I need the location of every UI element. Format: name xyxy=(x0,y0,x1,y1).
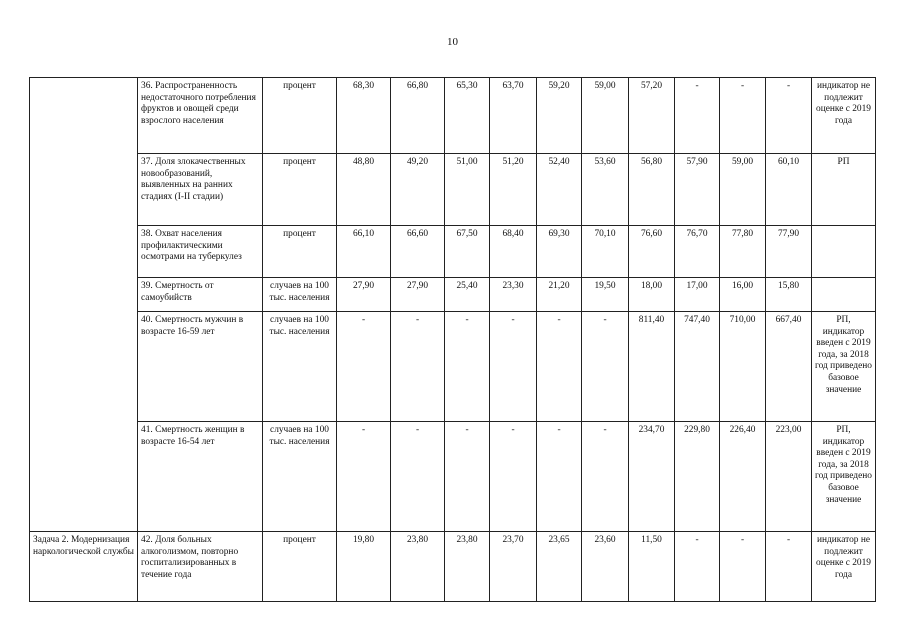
value-cell: - xyxy=(720,78,766,154)
value-cell: 710,00 xyxy=(720,312,766,422)
value-cell: 21,20 xyxy=(537,278,582,312)
note-cell xyxy=(812,278,876,312)
indicator-name-cell: 36. Распространенность недостаточного потребления фруктов и овощей среди взрослого населения xyxy=(138,78,263,154)
value-cell: 18,00 xyxy=(629,278,675,312)
indicators-table xyxy=(29,77,876,602)
table-row xyxy=(30,154,876,226)
value-cell: - xyxy=(766,78,812,154)
value-cell: 57,90 xyxy=(675,154,720,226)
value-cell: - xyxy=(582,312,629,422)
value-cell: - xyxy=(720,532,766,602)
value-cell: 68,40 xyxy=(490,226,537,278)
value-cell: 65,30 xyxy=(445,78,490,154)
value-cell: 226,40 xyxy=(720,422,766,532)
value-cell: 48,80 xyxy=(337,154,391,226)
value-cell: 51,00 xyxy=(445,154,490,226)
indicator-name-cell: 37. Доля злокачественных новообразований, выявленных на ранних стадиях (I-II стадии) xyxy=(138,154,263,226)
table-row xyxy=(30,312,876,422)
value-cell: - xyxy=(445,422,490,532)
value-cell: 16,00 xyxy=(720,278,766,312)
value-cell: - xyxy=(337,312,391,422)
table-row xyxy=(30,422,876,532)
value-cell: - xyxy=(766,532,812,602)
value-cell: 667,40 xyxy=(766,312,812,422)
value-cell: 59,20 xyxy=(537,78,582,154)
value-cell: 68,30 xyxy=(337,78,391,154)
note-cell: индикатор не подлежит оценке с 2019 года xyxy=(812,78,876,154)
value-cell: 53,60 xyxy=(582,154,629,226)
value-cell: 23,30 xyxy=(490,278,537,312)
table-row xyxy=(30,226,876,278)
note-cell: индикатор не подлежит оценке с 2019 года xyxy=(812,532,876,602)
value-cell: - xyxy=(537,422,582,532)
value-cell: - xyxy=(490,422,537,532)
task-cell: Задача 2. Модернизация наркологической службы xyxy=(30,532,138,602)
value-cell: 66,60 xyxy=(391,226,445,278)
table-row xyxy=(30,78,876,154)
indicator-name-cell: 40. Смертность мужчин в возрасте 16-59 лет xyxy=(138,312,263,422)
note-cell: РП, индикатор введен с 2019 года, за 2018 год приведено базовое значение xyxy=(812,422,876,532)
value-cell: - xyxy=(445,312,490,422)
value-cell: - xyxy=(582,422,629,532)
value-cell: 77,90 xyxy=(766,226,812,278)
value-cell: - xyxy=(391,312,445,422)
value-cell: - xyxy=(675,78,720,154)
unit-cell: случаев на 100 тыс. населения xyxy=(263,278,337,312)
value-cell: 23,65 xyxy=(537,532,582,602)
value-cell: 49,20 xyxy=(391,154,445,226)
unit-cell: процент xyxy=(263,532,337,602)
value-cell: 747,40 xyxy=(675,312,720,422)
value-cell: 77,80 xyxy=(720,226,766,278)
value-cell: - xyxy=(537,312,582,422)
value-cell: 223,00 xyxy=(766,422,812,532)
task-cell xyxy=(30,78,138,532)
indicator-name-cell: 39. Смертность от самоубийств xyxy=(138,278,263,312)
value-cell: 63,70 xyxy=(490,78,537,154)
value-cell: 70,10 xyxy=(582,226,629,278)
indicator-name-cell: 38. Охват населения профилактическими осмотрами на туберкулез xyxy=(138,226,263,278)
indicator-name-cell: 41. Смертность женщин в возрасте 16-54 лет xyxy=(138,422,263,532)
table-row xyxy=(30,278,876,312)
value-cell: 69,30 xyxy=(537,226,582,278)
unit-cell: случаев на 100 тыс. населения xyxy=(263,312,337,422)
value-cell: 66,80 xyxy=(391,78,445,154)
value-cell: 234,70 xyxy=(629,422,675,532)
value-cell: 27,90 xyxy=(391,278,445,312)
unit-cell: процент xyxy=(263,78,337,154)
value-cell: 66,10 xyxy=(337,226,391,278)
value-cell: 51,20 xyxy=(490,154,537,226)
note-cell: РП xyxy=(812,154,876,226)
value-cell: 57,20 xyxy=(629,78,675,154)
value-cell: 27,90 xyxy=(337,278,391,312)
value-cell: 19,80 xyxy=(337,532,391,602)
value-cell: 19,50 xyxy=(582,278,629,312)
value-cell: 11,50 xyxy=(629,532,675,602)
indicator-name-cell: 42. Доля больных алкоголизмом, повторно госпитализированных в течение года xyxy=(138,532,263,602)
unit-cell: процент xyxy=(263,226,337,278)
value-cell: 17,00 xyxy=(675,278,720,312)
note-cell xyxy=(812,226,876,278)
table-body xyxy=(30,78,876,602)
value-cell: 23,80 xyxy=(391,532,445,602)
value-cell: 67,50 xyxy=(445,226,490,278)
value-cell: 59,00 xyxy=(720,154,766,226)
value-cell: 59,00 xyxy=(582,78,629,154)
value-cell: 56,80 xyxy=(629,154,675,226)
value-cell: 23,70 xyxy=(490,532,537,602)
value-cell: 76,60 xyxy=(629,226,675,278)
value-cell: 52,40 xyxy=(537,154,582,226)
value-cell: 229,80 xyxy=(675,422,720,532)
value-cell: 23,80 xyxy=(445,532,490,602)
value-cell: 811,40 xyxy=(629,312,675,422)
value-cell: - xyxy=(490,312,537,422)
value-cell: 23,60 xyxy=(582,532,629,602)
value-cell: 76,70 xyxy=(675,226,720,278)
value-cell: 60,10 xyxy=(766,154,812,226)
page-number: 10 xyxy=(447,36,458,48)
note-cell: РП, индикатор введен с 2019 года, за 2018 год приведено базовое значение xyxy=(812,312,876,422)
value-cell: - xyxy=(391,422,445,532)
unit-cell: процент xyxy=(263,154,337,226)
value-cell: 15,80 xyxy=(766,278,812,312)
value-cell: - xyxy=(337,422,391,532)
table-row xyxy=(30,532,876,602)
unit-cell: случаев на 100 тыс. населения xyxy=(263,422,337,532)
value-cell: 25,40 xyxy=(445,278,490,312)
value-cell: - xyxy=(675,532,720,602)
